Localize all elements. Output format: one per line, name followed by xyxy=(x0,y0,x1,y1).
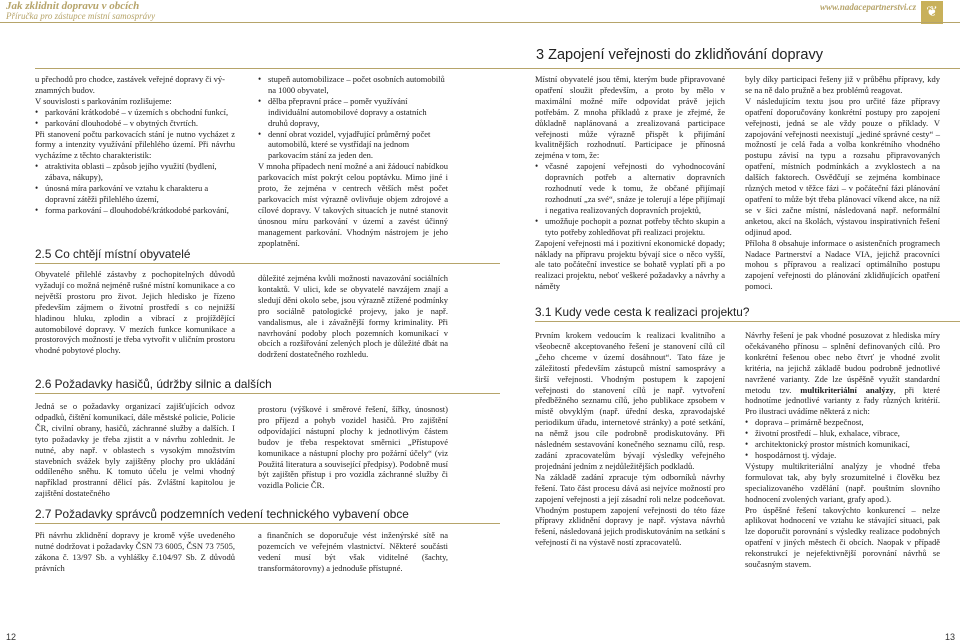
page-number-left: 12 xyxy=(6,632,17,642)
header-title: Jak zklidnit dopravu v obcích xyxy=(6,0,140,12)
paragraph: Jedná se o požadavky organizací zajišťujících odvoz odpadků, čištění komunikací, dále městské policie, Policie ČR, civilní obrany, hasičů, záchranné služby a dalších. I tyto požadavky je třeba zjistit a v návrhu zohlednit. Je nutné, aby např. v oblastech s vysokým množstvím stavebních svážek byly zajištěny plochy pro ukládání oddíleného sněhu. K tomuto účelu je velmi vhodný například prostranní dělicí pás. Zvláštní kapitolou je zajištění dostatečného xyxy=(35,401,235,499)
paragraph: Při stanovení počtu parkovacích stání je nutno vycházet z formy a intenzity využívání přilehlého území. Při návrhu vycházíme z těchto charakteristik: xyxy=(35,128,235,161)
paragraph: Místní obyvatelé jsou těmi, kterým bude připravované opatření sloužit především, a proto by mělo v maximální možné míře odpovídat právě jejich potřebám. Z mnoha příkladů z praxe je zřejmé, že důkladně naplánovaná a zrealizovaná participace veřejnosti může výrazně přispět k přijímání kvalitnějších rozhodnutí. Participace je přínosná zejména v tom, že: xyxy=(535,74,725,161)
section-divider xyxy=(35,523,500,524)
list-item: • parkování krátkodobé – v územích s obchodní funkcí, xyxy=(35,107,235,118)
paragraph: Příloha 8 obsahuje informace o asistenčních programech Nadace Partnerství a Nadace VIA, jejichž pracovníci mohou s přípravou a realizací optimálního postupu zapojení veřejnosti do plánování zklidňujících opatření pomoci. xyxy=(745,237,940,292)
section-divider xyxy=(535,321,960,322)
section-divider xyxy=(35,393,500,394)
emphasis: multikriteriální analýzy xyxy=(800,384,894,395)
list-item: • parkování dlouhodobé – v obytných čtvrtích. xyxy=(35,118,235,129)
paragraph: V následujícím textu jsou pro určité fáze přípravy opatření doporučovány konkrétní postupy pro zapojení veřejnosti, jedná se ale vždy pouze o příklady. V zapojování veřejnosti neexistují „jediné správné cesty“ – možností je celá řada a volba konkrétního vhodného postupu závisí na typu a rozsahu připravovaných opatření, místních podmínkách a zvyklostech a na dalších faktorech. Osvědčují se zejména kombinace různých metod v těžce fázi – v počáteční fázi plánování opatření to může být třeba plánovací víkend akce, na níž se v šíci začne místní, následovaná např. neformální anketou, akcí na školách, výstavou inspirativních řešení odjinud apod. xyxy=(745,95,940,237)
text-line: u přechodů pro chodce, zastávek veřejné dopravy či vý- xyxy=(35,74,225,84)
list-item: • forma parkování – dlouhodobé/krátkodobé parkování, xyxy=(35,205,235,216)
text-run: Návrhy řešení je pak vhodné posuzovat z hlediska míry očekávaného přínosu – splnění definovaných cílů. Pro konkrétní řešenou obec nebo čtvrť je vhodné zvolit kritéria, na jejichž základě budou podrobně jednotlivé navržené varianty. Zde lze úspěšně využít standardní metodu tzv. xyxy=(745,330,940,395)
paragraph: důležité zejména kvůli možnosti navazování sociálních kontaktů. V ulici, kde se obyvatelé navzájem znají a sledují děni okolo sebe, jsou výrazně ztížené podmínky pro sociálně patologické projevy, jako je např. vandalismus, ale i závažnější formy kriminality. Při navrhování podoby ploch pozemních komunikací v obcích a rozšiřování zelených ploch je důležité dbát na dodržení dostatečného rozhledu. xyxy=(258,273,448,360)
list-item: • doprava – primárně bezpečnost, xyxy=(745,417,940,428)
header-url[interactable]: www.nadacepartnerstvi.cz xyxy=(820,2,917,12)
list-item: • včasné zapojení veřejnosti do vyhodnocování dopravních potřeb a alternativ dopravních rozhodnutí vede k tomu, že občané přijímají rozhodnutí „za své“, snáze je tolerují a lépe přijímají i negativa realizovaných dopravních projektů, xyxy=(535,161,725,216)
text-line: V souvislosti s parkováním rozlišujeme: xyxy=(35,95,172,106)
header-subtitle: Příručka pro zástupce místní samosprávy xyxy=(6,11,156,21)
paragraph: Výstupy multikriteriální analýzy je vhodné třeba formulovat tak, aby byly srozumitelné i člověku bez specializovaného vzdělání (např. pouštním slovního hodnocení zvolených variant, grafy apod.). xyxy=(745,460,940,504)
paragraph: Prvním krokem vedoucím k realizaci kvalitního a všeobecně akceptovaného řešení je stanovení cílů cíl „čeho chceme v území dosáhnout“. Tato fáze je záležitostí především zástupců místní samosprávy a širší veřejnosti. Vhodným postupem k zapojení veřejnosti do stanovení cílů je např. vytvoření předběžného seznamu cílů, jeho publikace zpsobem v místě obvyklým (např. úřední deska, zpravodajské periodikum úřadu, internetové stránky) a poté setkání, na němž jsou cíle podrobně prodiskutovány. Při následném sestavování konečného seznamu cílů, resp. zadání zpracovatelům bývají výsledky veřejného projednání jedním z nejdůležitějších podkladů. xyxy=(535,330,725,471)
paragraph: Při návrhu zklidnění dopravy je kromě výše uvedeného nutné dodržovat i požadavky ČSN 73 6005, ČSN 73 7505, zákona č. 13/97 Sb. a vyhlášky č.104/97 Sb. Z důvodů právních xyxy=(35,530,235,573)
list-item: • životní prostředí – hluk, exhalace, vibrace, xyxy=(745,428,940,439)
column-1 xyxy=(35,74,235,216)
list-item: • denní obrat vozidel, vyjadřující průměrný počet automobilů, které se vystřídají na jednom parkovacím stání za jeden den. xyxy=(258,129,448,162)
list-item: • umožňuje pochopit a poznat potřeby těchto skupin a tyto potřeby zohledňovat při realizaci projektu. xyxy=(535,216,725,238)
paragraph: Zapojení veřejnosti má i pozitivní ekonomické dopady; náklady na přípravu projektu bývají sice o něco vyšší, ale tato počáteční investice se bohatě vyplatí při a po realizaci projektu, neboť veškeré požadavky a návrhy a náměty xyxy=(535,237,725,292)
column-4-lower xyxy=(745,330,940,570)
section-divider xyxy=(35,263,500,264)
paragraph: Obyvatelé přilehlé zástavby z pochopitelných důvodů vyžadují co možná nejméně rušné místní komunikace a co největší prostoru pro život. Jejich hledisko je řízeno především zájmem o životní prostředí s co nejnižší hladinou hluku, zplodin a vibrací z projíždějící automobilové dopravy. V mezích funkce komunikace a prostorových možností je třeba vytvořit v uličním prostoru vhodné pobytové plochy. xyxy=(35,269,235,356)
column-2 xyxy=(258,74,448,249)
chapter-title: 3 Zapojení veřejnosti do zklidňování dopravy xyxy=(536,47,823,63)
paragraph: V mnoha případech není možné a ani žádoucí nabídkou parkovacích míst pokrýt celou poptávku. Mimo jiné i proto, že zejména v centrech větších měst počet parkovacích míst výrazně ovlivňuje objem zdrojové a cílové dopravy. V takových situacích je nutné stanovit únosnou míru parkování v území a zavést účinný management parkování. Vhodným nástrojem je jeho zpoplatnění. xyxy=(258,161,448,248)
page-number-right: 13 xyxy=(945,632,956,642)
column-3-lower xyxy=(535,330,725,548)
list-item: • únosná míra parkování ve vztahu k charakteru a dopravní zátěži přilehlého území, xyxy=(35,183,235,205)
section-heading-2-6: 2.6 Požadavky hasičů, údržby silnic a dalších xyxy=(35,377,272,391)
list-item: • atraktivita oblasti – způsob jejího využití (bydlení, zábava, nákupy), xyxy=(35,161,235,183)
paragraph: Pro úspěšné řešení takovýchto konkurencí – nelze aplikovat hodnocení ve vztahu ke stávající situaci, pak lze doporučit porovnání s výsledky realizace podobných opatření v jiných městech či obcích. Naopak v případě rekonstrukcí je nejefektivnější porovnání návrhů se současným stavem. xyxy=(745,504,940,570)
list-item: • hospodárnost tj. výdaje. xyxy=(745,450,940,461)
text-line: znamných budov. xyxy=(35,84,95,95)
paragraph: a finančních se doporučuje vést inženýrské sítě na pozemcích ve veřejném vlastnictví. Některé součásti vedení musí být však viditelné (šachty, transformátorovny) a jednoduše přístupné. xyxy=(258,530,448,573)
section-heading-2-5: 2.5 Co chtějí místní obyvatelé xyxy=(35,247,191,261)
section-heading-3-1: 3.1 Kudy vede cesta k realizaci projektu? xyxy=(535,305,750,319)
section-heading-2-7: 2.7 Požadavky správců podzemních vedení technického vybavení obce xyxy=(35,507,409,521)
list-item: • architektonický prostor místních komunikací, xyxy=(745,439,940,450)
header-divider xyxy=(0,22,960,23)
publisher-logo: ❦ xyxy=(921,1,943,24)
paragraph: byly díky participaci řešeny již v průběhu přípravy, kdy se na ně dalo pružně a bez problémů reagovat. xyxy=(745,74,940,95)
text-run: , při které hodnotíme jednotlivé varianty z řady různých kritérií. Pro ilustraci uvádíme některá z nich: xyxy=(745,384,940,417)
paragraph: Na základě zadání zpracuje tým odborníků návrhy řešení. Tato část procesu dává asi nejvíce možností pro zapojení veřejnosti a její zásadní roli nelze podceňovat. Vhodným postupem zapojení veřejnosti do této fáze přípravy zklidnění dopravy je např. výstava návrhů řešení, následovaná jejich prodiskutováním na setkání s veřejností či na výstavě ností zpracovatelů. xyxy=(535,471,725,548)
column-4 xyxy=(745,74,940,292)
chapter-divider xyxy=(35,68,960,69)
column-3 xyxy=(535,74,725,292)
list-item: • dělba přepravní práce – poměr využívání individuální automobilové dopravy a ostatních druhů dopravy, xyxy=(258,96,448,129)
list-item: • stupeň automobilizace – počet osobních automobilů na 1000 obyvatel, xyxy=(258,74,448,96)
paragraph xyxy=(745,330,940,417)
paragraph: prostoru (výškové i směrové řešení, šířky, únosnost) pro příjezd a pohyb vozidel hasičů. Pro zajištění odpovídající nástupní plochy k jednotlivým částem budov je třeba respektovat směrnici „Přístupové komunikace a nástupní plochy pro požární účely“ (viz Použitá literatura a související předpisy). Podobně musí být zajištěn přístup i pro vozidla záchranné služby či vozidla Policie ČR. xyxy=(258,404,448,491)
